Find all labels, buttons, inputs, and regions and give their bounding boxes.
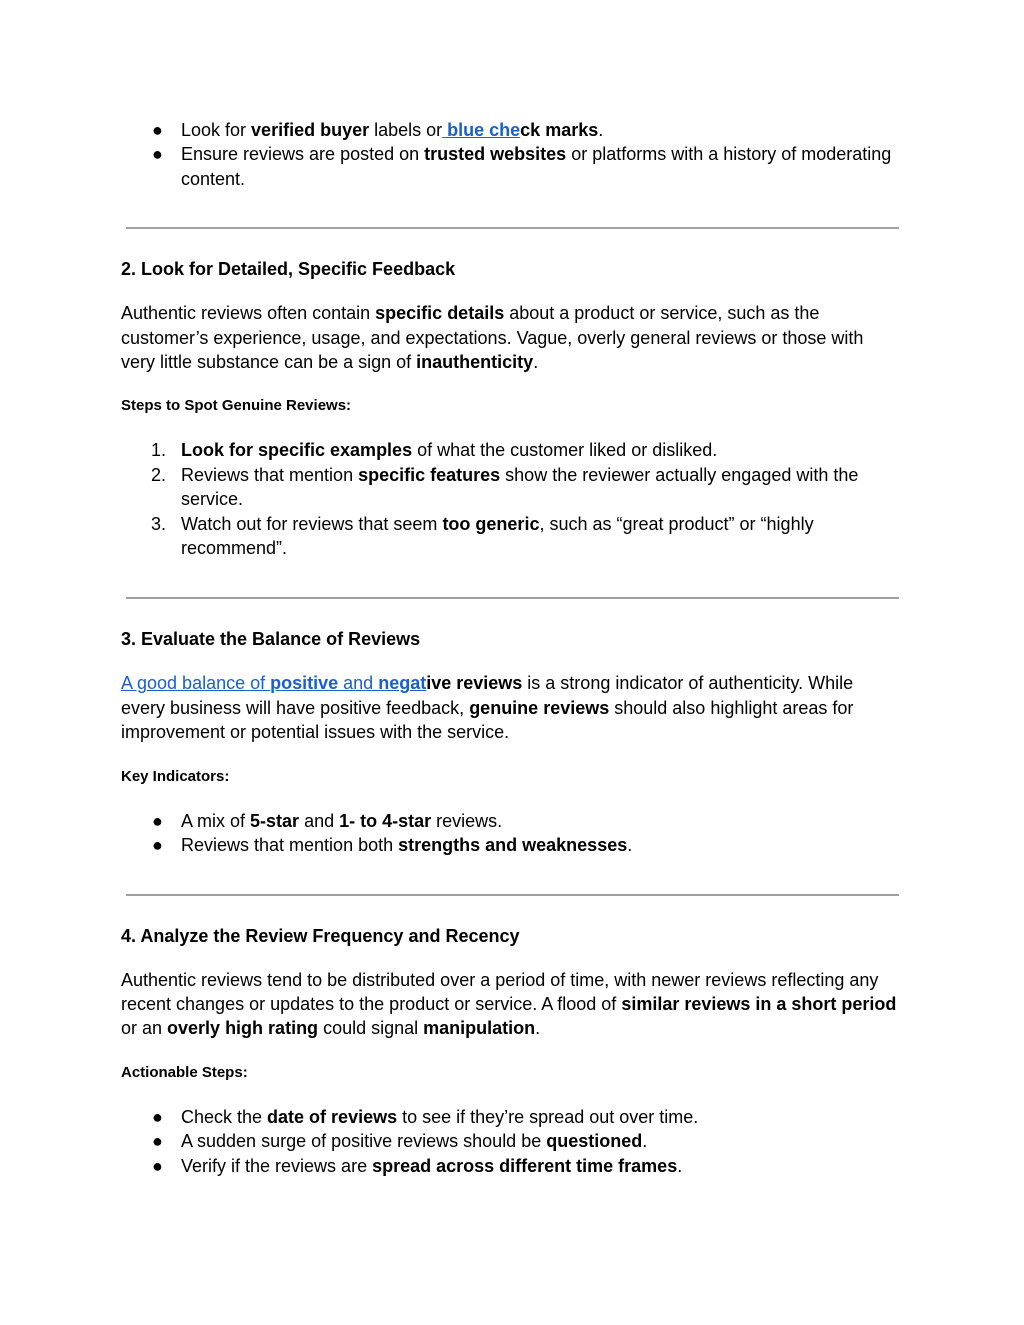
- text-run: Reviews that mention both: [181, 835, 399, 856]
- bold-run: specific details: [375, 303, 505, 324]
- bullet-glyph: ●: [152, 835, 163, 856]
- text-run: Watch out for reviews that seem: [181, 513, 443, 534]
- horizontal-divider: [126, 894, 899, 896]
- blue-check-link[interactable]: [442, 120, 520, 140]
- subheading: Steps to Spot Genuine Reviews:: [121, 397, 352, 415]
- text-run: Authentic reviews tend to be distributed over a period of time, with newer reviews reflecting any recent changes or updates to the product or service. A flood of: [121, 969, 879, 1014]
- section-heading: 4. Analyze the Review Frequency and Recency: [121, 925, 520, 946]
- subheading: Key Indicators:: [121, 767, 230, 785]
- verification-bullet-list: [121, 118, 901, 191]
- bold-run: date of reviews: [267, 1106, 398, 1127]
- list-item: [121, 1154, 901, 1178]
- text-run: reviews.: [431, 810, 503, 831]
- text-run: Verify if the reviews are: [181, 1155, 373, 1176]
- subheading: Actionable Steps:: [121, 1063, 248, 1081]
- text-run: .: [627, 835, 633, 856]
- text-run: .: [642, 1131, 648, 1152]
- bullet-glyph: ●: [152, 144, 163, 165]
- bold-run: 5-star: [250, 810, 300, 831]
- text-run: Look for: [181, 120, 252, 140]
- text-run: is a strong indicator of authenticity. While every business will have positive feedback,: [121, 673, 854, 718]
- section-paragraph: [121, 968, 901, 1041]
- text-run: show the reviewer actually engaged with the service.: [181, 464, 859, 510]
- bold-run: too generic: [442, 513, 540, 534]
- text-run: .: [535, 1018, 541, 1039]
- bullet-glyph: ●: [152, 810, 163, 831]
- indicators-bullet-list: [121, 809, 901, 858]
- bold-run: manipulation: [423, 1018, 536, 1039]
- bold-run: trusted websites: [424, 144, 567, 165]
- text-run: Check the: [181, 1106, 268, 1127]
- section-heading: 2. Look for Detailed, Specific Feedback: [121, 259, 456, 280]
- steps-numbered-list: [121, 438, 901, 560]
- list-number: 3.: [151, 513, 167, 534]
- list-item: [121, 118, 901, 142]
- text-run: Ensure reviews are posted on: [181, 144, 425, 165]
- text-run: could signal: [318, 1018, 424, 1039]
- horizontal-divider: [126, 597, 899, 599]
- text-run: or an: [121, 1018, 168, 1039]
- text-run: Authentic reviews often contain: [121, 303, 376, 324]
- link-text[interactable]: positive: [270, 673, 339, 694]
- text-run: or platforms with a history of moderating content.: [181, 144, 892, 189]
- bold-run: verified buyer: [251, 120, 370, 140]
- bold-run: inauthenticity: [416, 352, 534, 373]
- bold-run: ck marks: [520, 120, 599, 140]
- bold-run: specific features: [358, 464, 501, 485]
- text-run: of what the customer liked or disliked.: [412, 440, 718, 461]
- list-item: [121, 142, 901, 191]
- link-text[interactable]: A good balance of: [121, 673, 271, 694]
- text-run: should also highlight areas for improvement or potential issues with the service.: [121, 697, 854, 743]
- link-text[interactable]: blue che: [442, 120, 521, 140]
- bold-run: questioned: [546, 1131, 643, 1152]
- text-run: Reviews that mention: [181, 464, 359, 485]
- bullet-glyph: ●: [152, 1155, 163, 1176]
- text-run: about a product or service, such as the customer’s experience, usage, and expectations. Vague, overly general reviews or those with very little substance can be a sign of: [121, 303, 864, 373]
- link-text[interactable]: and: [338, 673, 379, 694]
- text-run: labels or: [369, 120, 443, 140]
- list-number: 1.: [151, 440, 167, 461]
- section-heading: 3. Evaluate the Balance of Reviews: [121, 629, 421, 650]
- text-run: to see if they’re spread out over time.: [397, 1106, 699, 1127]
- list-item: [121, 512, 901, 561]
- text-run: .: [598, 120, 604, 140]
- balance-link[interactable]: [121, 673, 426, 693]
- list-item: [121, 1105, 901, 1129]
- text-run: .: [533, 352, 539, 373]
- bold-run: genuine reviews: [469, 697, 610, 718]
- list-item: [121, 833, 901, 857]
- bullet-glyph: ●: [152, 1131, 163, 1152]
- list-item: [121, 1129, 901, 1153]
- list-item: [121, 438, 901, 462]
- actionable-bullet-list: [121, 1105, 901, 1178]
- text-run: , such as “great product” or “highly recommend”.: [181, 513, 814, 559]
- text-run: A sudden surge of positive reviews should be: [181, 1131, 547, 1152]
- list-item: [121, 809, 901, 833]
- bold-run: spread across different time frames: [372, 1155, 678, 1176]
- link-text[interactable]: negat: [378, 673, 427, 694]
- list-number: 2.: [151, 464, 167, 485]
- section-paragraph: [121, 671, 901, 744]
- bullet-glyph: ●: [152, 1106, 163, 1127]
- bold-run: Look for specific examples: [181, 440, 413, 461]
- bold-run: 1- to 4-star: [339, 810, 432, 831]
- horizontal-divider: [126, 227, 899, 229]
- text-run: .: [677, 1155, 683, 1176]
- bold-run: ive reviews: [426, 673, 523, 694]
- text-run: and: [299, 810, 340, 831]
- document-content: [121, 118, 901, 1178]
- bullet-glyph: ●: [152, 120, 163, 140]
- bold-run: overly high rating: [167, 1018, 319, 1039]
- list-item: [121, 463, 901, 512]
- bold-run: strengths and weaknesses: [398, 835, 628, 856]
- text-run: A mix of: [181, 810, 251, 831]
- section-paragraph: [121, 301, 901, 374]
- bold-run: similar reviews in a short period: [621, 993, 897, 1014]
